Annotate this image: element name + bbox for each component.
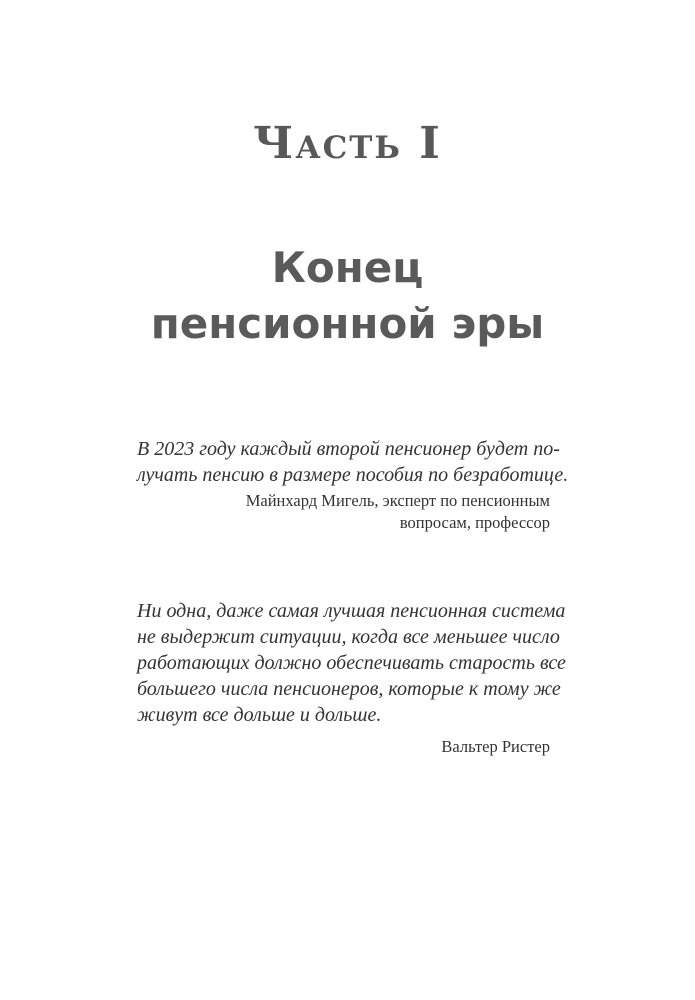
quote-line: Ни одна, даже самая лучшая пенсионная система	[137, 600, 566, 622]
quote-line: большего числа пенсионеров, которые к тому же	[137, 678, 561, 700]
epigraph	[137, 598, 566, 758]
epigraph-attribution	[137, 490, 550, 534]
quote-line: работающих должно обеспечивать старость все	[137, 652, 566, 674]
chapter-title	[0, 240, 695, 352]
epigraph	[137, 436, 569, 534]
part-title: Часть I	[253, 118, 442, 169]
attribution-line: Майнхард Мигель, эксперт по пенсионным	[245, 491, 550, 510]
chapter-title-line: Конец	[271, 243, 424, 292]
attribution-line: вопросам, профессор	[399, 513, 550, 532]
quote-line: не выдержит ситуации, когда все меньшее число	[137, 626, 560, 648]
epigraph-quote	[137, 436, 569, 488]
quote-line: лучать пенсию в размере пособия по безработице.	[137, 464, 569, 486]
attribution-line: Вальтер Ристер	[441, 737, 550, 756]
quote-line: В 2023 году каждый второй пенсионер будет по-	[137, 438, 560, 460]
quote-line: живут все дольше и дольше.	[137, 704, 382, 726]
epigraph-attribution	[137, 736, 550, 758]
chapter-title-line: пенсионной эры	[150, 299, 545, 348]
epigraph-quote	[137, 598, 566, 728]
